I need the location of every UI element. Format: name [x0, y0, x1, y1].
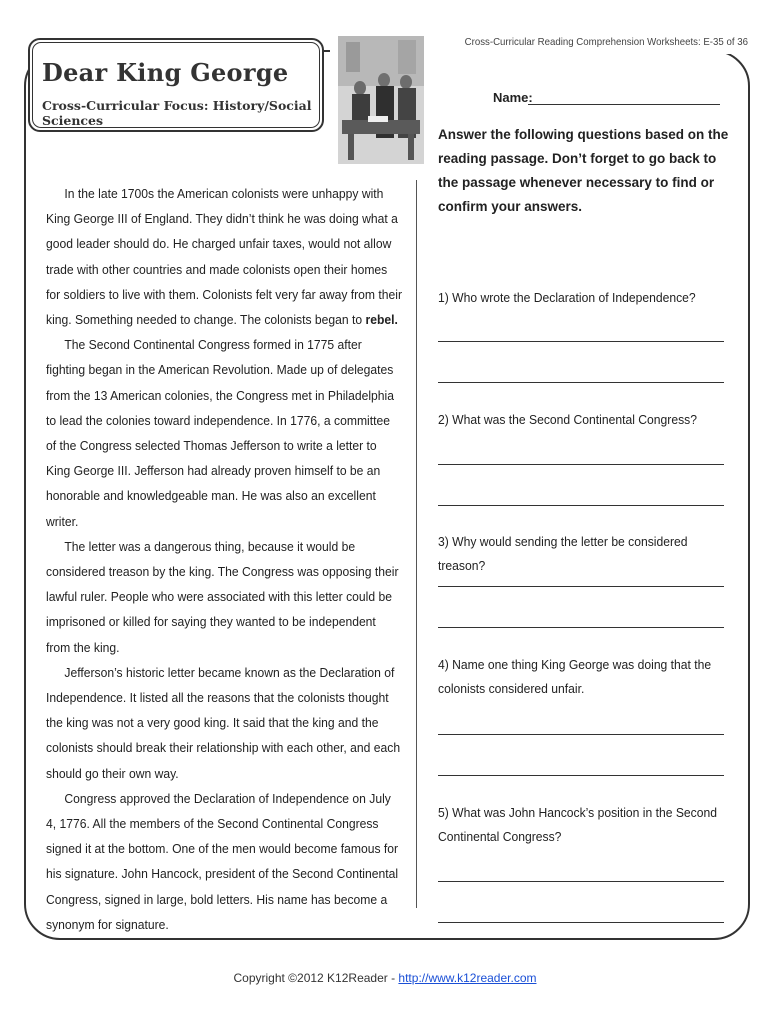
- title-box: [28, 38, 324, 132]
- answer-line-5b[interactable]: [438, 922, 724, 923]
- footer: [0, 971, 770, 985]
- column-divider: [416, 180, 417, 908]
- vocab-word-rebel: rebel.: [365, 312, 398, 328]
- reading-passage: [46, 181, 403, 937]
- question-5: 5) What was John Hancock’s position in the Second Continental Congress?: [438, 805, 717, 844]
- passage-paragraph-1: [46, 181, 403, 332]
- illustration: [338, 36, 424, 164]
- answer-line-3a[interactable]: [438, 586, 724, 587]
- answer-line-2a[interactable]: [438, 464, 724, 465]
- passage-paragraph-4: Jefferson’s historic letter became known as the Declaration of Independence. It listed all the reasons that the colonists thought the king was not a very good king. It said that the king and the colonists should break their relationship with each other, and each should go their own way.: [46, 664, 401, 781]
- question-3: 3) Why would sending the letter be considered treason?: [438, 534, 688, 573]
- question-2: 2) What was the Second Continental Congress?: [438, 412, 697, 427]
- worksheet-reference: Cross-Curricular Reading Comprehension Worksheets: E-35 of 36: [464, 36, 748, 48]
- question-1: 1) Who wrote the Declaration of Independence?: [438, 290, 696, 305]
- answer-line-2b[interactable]: [438, 505, 724, 506]
- passage-paragraph-2: The Second Continental Congress formed in 1775 after fighting began in the American Revolution. Made up of delegates from the 13 American colonies, the Congress met in Philadelphia to lead the colonies toward independence. In 1776, a committee of the Congress selected Thomas Jefferson to write a letter to King George III. Jefferson had already proven himself to be an honorable and knowledgeable man. He was also an excellent writer.: [46, 337, 394, 529]
- name-label: Name:: [493, 90, 533, 105]
- answer-line-4a[interactable]: [438, 734, 724, 735]
- passage-p1-text: In the late 1700s the American colonists were unhappy with King George III of England. They didn’t think he was doing what a good leader should do. He charged unfair taxes, would not allow trade with other countries and made colonists open their homes for soldiers to live with them. Colonists felt very far away from their king. Something needed to change. The colonists began to: [46, 186, 403, 328]
- instructions: Answer the following questions based on the reading passage. Don’t forget to go back to the passage whenever necessary to find or confirm your answers.: [438, 127, 729, 214]
- worksheet-title: Dear King George: [42, 58, 289, 87]
- answer-line-1b[interactable]: [438, 382, 724, 383]
- founding-fathers-image: [338, 36, 424, 164]
- passage-paragraph-5: Congress approved the Declaration of Independence on July 4, 1776. All the members of the Second Continental Congress signed it at the bottom. One of the men would become famous for his signature. John Hancock, president of the Second Continental Congress, signed in large, bold letters. His name has become a synonym for signature.: [46, 790, 399, 932]
- question-4: 4) Name one thing King George was doing that the colonists considered unfair.: [438, 657, 712, 696]
- cross-curricular-focus: Cross-Curricular Focus: History/Social Sciences: [42, 98, 312, 128]
- answer-line-4b[interactable]: [438, 775, 724, 776]
- k12reader-link[interactable]: http://www.k12reader.com: [398, 971, 537, 985]
- copyright-text: Copyright ©2012 K12Reader -: [233, 971, 399, 985]
- answer-line-1a[interactable]: [438, 341, 724, 342]
- name-field[interactable]: [528, 104, 720, 105]
- answer-line-5a[interactable]: [438, 881, 724, 882]
- answer-line-3b[interactable]: [438, 627, 724, 628]
- passage-paragraph-3: The letter was a dangerous thing, because it would be considered treason by the king. The Congress was opposing their lawful ruler. People who were associated with this letter could be imprisoned or killed for saying they wanted to be independent from the king.: [46, 538, 399, 655]
